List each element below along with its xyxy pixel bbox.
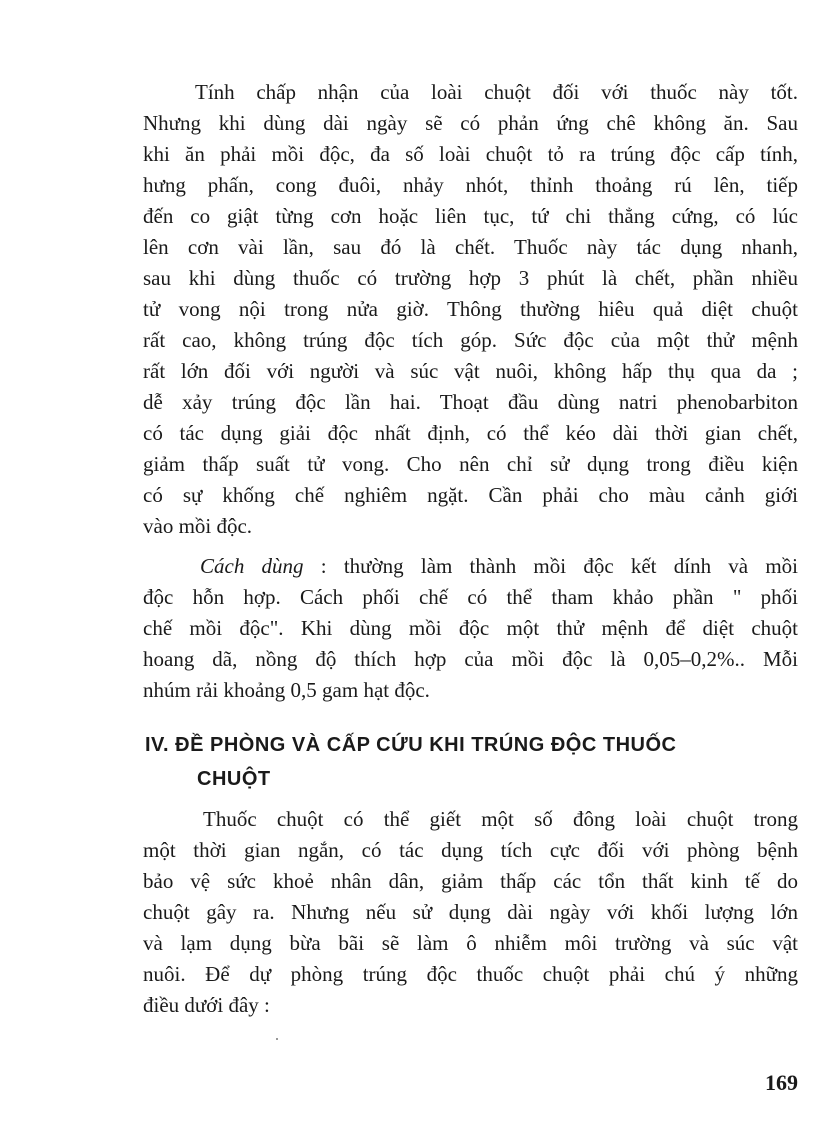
text-line: hưng phấn, cong đuôi, nhảy nhót, thỉnh thoảng rú lên, tiếp [143, 173, 798, 197]
text-line: nhúm rải khoảng 0,5 gam hạt độc. [143, 678, 430, 702]
text-line [143, 551, 798, 582]
usage-lead: Cách dùng [200, 554, 304, 578]
usage-text: : thường làm thành mồi độc kết dính và mồi [303, 554, 798, 578]
text-line: bảo vệ sức khoẻ nhân dân, giảm thấp các tổn thất kinh tế do [143, 869, 798, 893]
text-line: có tác dụng giải độc nhất định, có thể kéo dài thời gian chết, [143, 421, 798, 445]
text-line: lên cơn vài lần, sau đó là chết. Thuốc này tác dụng nhanh, [143, 235, 798, 259]
text-line: vào mồi độc. [143, 514, 253, 538]
text-line: chế mồi độc". Khi dùng mồi độc một thử mệnh để diệt chuột [143, 616, 798, 640]
paragraph-usage [143, 551, 798, 706]
heading-line: IV. ĐỀ PHÒNG VÀ CẤP CỨU KHI TRÚNG ĐỘC THUỐC [145, 734, 677, 756]
text-line: khi ăn phải mồi độc, đa số loài chuột tỏ ra trúng độc cấp tính, [143, 142, 798, 166]
paragraph-prevention-intro [143, 804, 798, 1021]
text-line: nuôi. Để dự phòng trúng độc thuốc chuột phải chú ý những [143, 962, 798, 986]
heading-line: CHUỘT [197, 768, 271, 790]
text-line: sau khi dùng thuốc có trường hợp 3 phút là chết, phần nhiều [143, 266, 798, 290]
text-line: hoang dã, nồng độ thích hợp của mồi độc là 0,05–0,2%.. Mỗi [143, 647, 798, 671]
page-number: 169 [765, 1070, 798, 1095]
text-line: đến co giật từng cơn hoặc liên tục, tứ chi thẳng cứng, có lúc [143, 204, 798, 228]
text-line: có sự khống chế nghiêm ngặt. Cần phải cho màu cảnh giới [143, 483, 798, 507]
text-line: rất lớn đối với người và súc vật nuôi, không hấp thụ qua da ; [143, 359, 798, 383]
text-line: Nhưng khi dùng dài ngày sẽ có phản ứng chê không ăn. Sau [143, 111, 798, 135]
text-line: tử vong nội trong nửa giờ. Thông thường hiêu quả diệt chuột [143, 297, 798, 321]
text-line: Thuốc chuột có thể giết một số đông loài chuột trong [203, 807, 798, 831]
scan-speck [276, 1038, 278, 1040]
text-line: Tính chấp nhận của loài chuột đối với thuốc này tốt. [195, 80, 798, 104]
text-line: giảm thấp suất tử vong. Cho nên chỉ sử dụng trong điều kiện [143, 452, 798, 476]
text-line: rất cao, không trúng độc tích góp. Sức độc của một thử mệnh [143, 328, 798, 352]
paragraph-rat-poison-effects [143, 77, 798, 542]
text-line: và lạm dụng bừa bãi sẽ làm ô nhiễm môi trường và súc vật [143, 931, 798, 955]
text-line: chuột gây ra. Nhưng nếu sử dụng dài ngày với khối lượng lớn [143, 900, 798, 924]
text-line: điều dưới đây : [143, 993, 270, 1017]
text-line: độc hỗn hợp. Cách phối chế có thể tham khảo phần " phối [143, 585, 798, 609]
section-heading [145, 728, 800, 796]
text-line: một thời gian ngắn, có tác dụng tích cực đối với phòng bệnh [143, 838, 798, 862]
text-line: dễ xảy trúng độc lần hai. Thoạt đầu dùng natri phenobarbiton [143, 390, 798, 414]
